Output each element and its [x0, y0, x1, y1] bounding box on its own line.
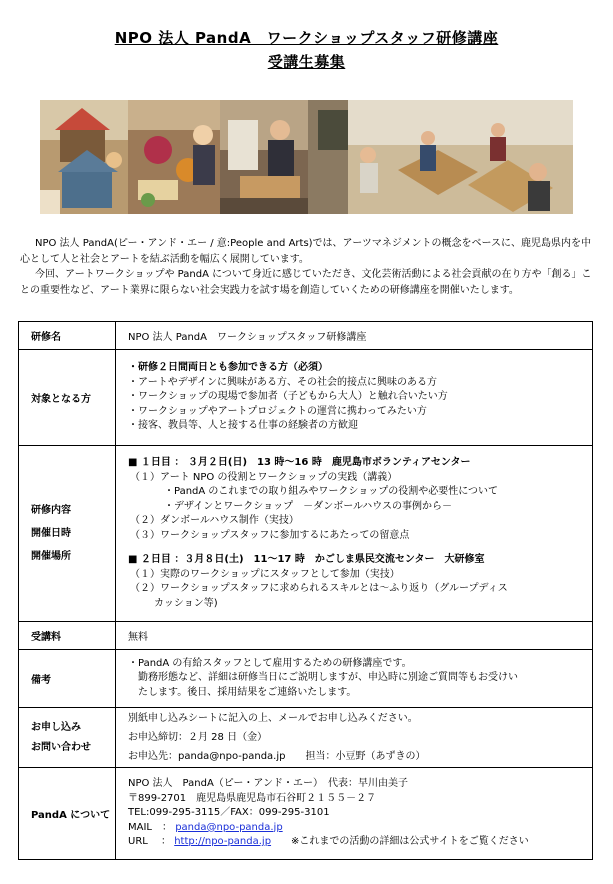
day1-item: （１）アート NPO の役割とワークショップの実践（講義） [130, 471, 398, 483]
table-row [19, 622, 593, 650]
schedule-content [116, 446, 593, 622]
table-row [19, 322, 593, 350]
about-mail-row [128, 821, 592, 836]
day1-heading: ■ １日目 ： ３月２日(日) 13 時～16 時 鹿児島市ボランティアセンター [128, 457, 471, 468]
page-title: NPO 法人 PandA ワークショップスタッフ研修講座 [114, 29, 499, 47]
day1-subitem: ・PandA のこれまでの取り組みやワークショップの役割や必要性について [164, 486, 499, 497]
intro-text [20, 236, 592, 298]
workshop-photo-4 [308, 100, 573, 214]
day2-item: （２）ワークショップスタッフに求められるスキルとは～ふり返り（グループディス [130, 583, 508, 594]
photo-strip [40, 100, 573, 214]
intro-paragraph: NPO 法人 PandA(ピー・アンド・エー / 意:People and Arts)では、アーツマネジメントの概念をベースに、鹿児島県内を中心として人と社会とアートを結ぶ活動を幅広く展開しています。 [20, 238, 592, 265]
remarks-line: ・PandA の有給スタッフとして雇用するための研修講座です。 [128, 657, 412, 669]
about-line: NPO 法人 PandA（ピー・アンド・エー） 代表：早川由美子 [128, 778, 408, 790]
target-item: ・ワークショップやアートプロジェクトの運営に携わってみたい方 [128, 405, 427, 417]
schedule-label: 研修内容 [31, 505, 71, 516]
table-row [19, 350, 593, 446]
mail-link[interactable]: panda@npo-panda.jp [175, 821, 283, 833]
workshop-photo-2 [128, 100, 220, 214]
remarks-label: 備考 [19, 650, 116, 708]
remarks-line: 勤務形態など、詳細は研修当日にご説明しますが、申込時に別途ご質問等もお受けい [138, 672, 518, 684]
about-address: 〒899-2701 鹿児島県鹿児島市石谷町２１５５－２７ [128, 792, 377, 804]
target-item: ・接客、教員等、人と接する仕事の経験者の方歓迎 [128, 420, 358, 432]
website-link[interactable]: http://npo-panda.jp [174, 836, 272, 848]
info-table [18, 321, 593, 860]
apply-label: お問い合わせ [31, 741, 91, 753]
page-subtitle: 受講生募集 [267, 53, 346, 71]
apply-line: 別紙申し込みシートに記入の上、メールでお申し込みください。 [128, 713, 418, 724]
url-note: ※これまでの活動の詳細は公式サイトをご覧ください [291, 836, 529, 848]
day2-item-continued: カッション等) [154, 597, 218, 609]
intro-paragraph: 今回、アートワークショップや PandA について身近に感じていただき、文化芸術活動による社会貢献の在り方や「創る」ことの重要性など、アート業界に限らない社会実践力を試す場を創造していくための研修講座を開催いたします。 [20, 269, 592, 296]
about-label: PandA について [19, 768, 116, 860]
table-row [19, 768, 593, 860]
target-item: ・ワークショップの現場で参加者（子どもから大人）と触れ合いたい方 [128, 391, 448, 403]
mail-label: MAIL ： [128, 821, 172, 833]
workshop-photo-3 [220, 100, 308, 214]
schedule-label: 開催場所 [31, 551, 71, 562]
day1-item: （３）ワークショップスタッフに参加するにあたっての留意点 [130, 529, 410, 541]
apply-deadline: お申込締切：２月 28 日（金） [128, 732, 268, 743]
target-list [116, 350, 593, 446]
table-row [19, 446, 593, 622]
day2-item: （１）実際のワークショップにスタッフとして参加（実技） [130, 568, 400, 580]
schedule-label: 開催日時 [31, 528, 71, 539]
fee-label: 受講料 [19, 622, 116, 650]
apply-contact: お申込先：panda@npo-panda.jp 担当：小豆野（あずきの） [128, 751, 426, 762]
table-row [19, 650, 593, 708]
day2-heading: ■ ２日目 ：３月８日(土) 11～17 時 かごしま県民交流センター 大研修室 [128, 554, 485, 565]
day1-item: （２）ダンボールハウス制作（実技） [130, 515, 299, 526]
course-name-value: NPO 法人 PandA ワークショップスタッフ研修講座 [116, 322, 593, 350]
apply-labels [19, 708, 116, 768]
apply-label: お申し込み [31, 721, 81, 733]
target-item: ・研修２日間両日とも参加できる方（必須） [128, 362, 328, 374]
day1-subitem: ・デザインとワークショップ －ダンボールハウスの事例から－ [164, 500, 452, 512]
course-name-label: 研修名 [19, 322, 116, 350]
apply-content [116, 708, 593, 768]
table-row [19, 708, 593, 768]
about-content [116, 768, 593, 860]
schedule-labels [19, 446, 116, 622]
about-url-row [128, 835, 592, 850]
target-label: 対象となる方 [19, 350, 116, 446]
about-phone: TEL:099-295-3115／FAX：099-295-3101 [128, 807, 330, 819]
url-label: URL ： [128, 836, 172, 848]
remarks-line: たします。後日、採用結果をご連絡いたします。 [138, 686, 357, 698]
fee-value: 無料 [116, 622, 593, 650]
remarks-content [116, 650, 593, 708]
target-item: ・アートやデザインに興味がある方、その社会的接点に興味のある方 [128, 376, 437, 388]
workshop-photo-1 [40, 100, 128, 214]
